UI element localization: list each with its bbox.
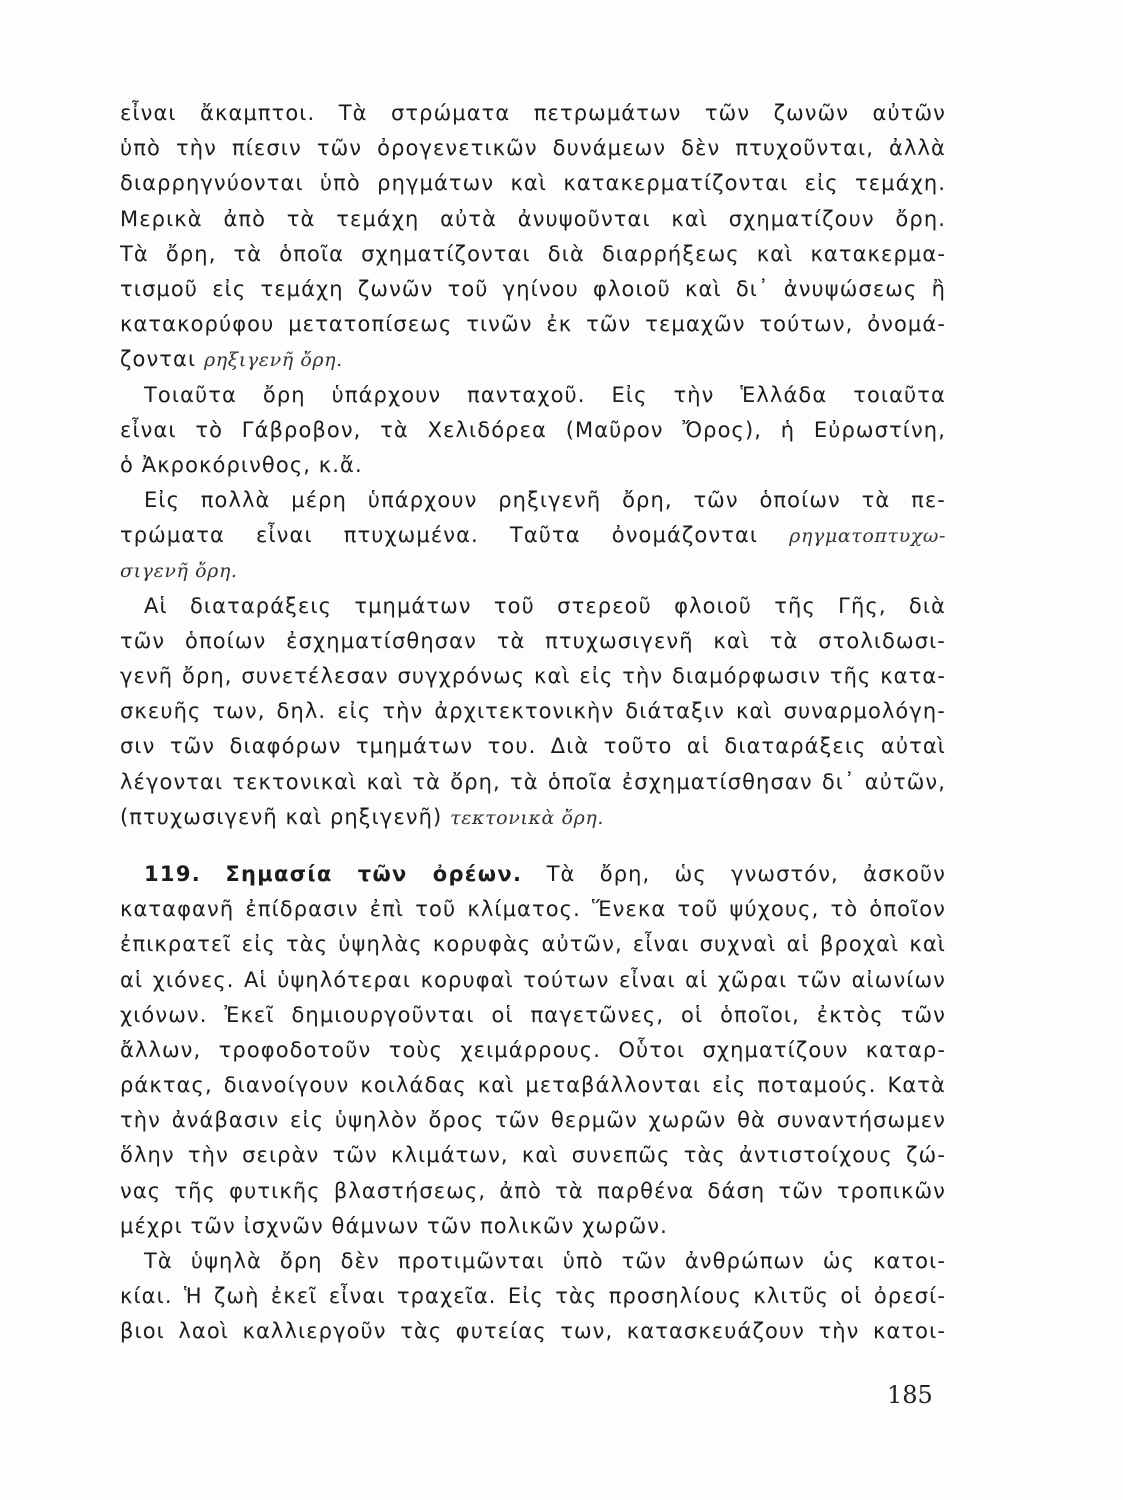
text-line: Εἰς πολλὰ μέρη ὑπάρχουν ρηξιγενῆ ὄρη, τῶν ὁποίων τὰ πε- [144, 488, 946, 513]
text-line: τὴν ἀνάβασιν εἰς ὑψηλὸν ὄρος τῶν θερμῶν χωρῶν θὰ συναντήσωμεν [120, 1108, 946, 1133]
text-line [120, 342, 946, 377]
text-fragment: (πτυχωσιγενῆ καὶ ρηξιγενῆ) [120, 804, 443, 829]
italic-term: ρηγματοπτυχω- [789, 525, 946, 548]
section-heading-line [120, 857, 946, 892]
text-line: γενῆ ὄρη, συνετέλεσαν συγχρόνως καὶ εἰς τὴν διαμόρφωσιν τῆς κατα- [120, 664, 946, 688]
section-119 [120, 857, 946, 1244]
text-line [120, 518, 946, 553]
paragraph [120, 378, 946, 484]
text-line: κίαι. Ἡ ζωὴ ἐκεῖ εἶναι τραχεῖα. Εἰς τὰς προσηλίους κλιτῦς οἱ ὀρεσί- [120, 1284, 946, 1309]
text-line: χιόνων. Ἐκεῖ δημιουργοῦνται οἱ παγετῶνες, οἱ ὁποῖοι, ἐκτὸς τῶν [120, 1002, 946, 1027]
text-line: εἶναι ἄκαμπτοι. Τὰ στρώματα πετρωμάτων τῶν ζωνῶν αὐτῶν [120, 101, 946, 125]
section-number: 119. [144, 861, 202, 886]
italic-term: τεκτονικὰ ὄρη. [450, 806, 604, 829]
text-line: ράκτας, διανοίγουν κοιλάδας καὶ μεταβάλλονται εἰς ποταμούς. Κατὰ [120, 1073, 946, 1098]
paragraph [120, 589, 946, 835]
text-line: αἱ χιόνες. Αἱ ὑψηλότεραι κορυφαὶ τούτων εἶναι αἱ χῶραι τῶν αἰωνίων [120, 967, 946, 992]
text-line: εἶναι τὸ Γάβροβον, τὰ Χελιδόρεα (Μαῦρον Ὄρος), ἡ Εὐρωστίνη, [120, 417, 946, 442]
body-text [120, 96, 946, 1350]
text-line: σκευῆς των, δηλ. εἰς τὴν ἀρχιτεκτονικὴν διάταξιν καὶ συναρμολόγη- [120, 699, 946, 724]
text-line: τῶν ὁποίων ἐσχηματίσθησαν τὰ πτυχωσιγενῆ καὶ τὰ στολιδωσι- [120, 628, 946, 653]
page-number: 185 [887, 1381, 933, 1409]
text-line: ὑπὸ τὴν πίεσιν τῶν ὀρογενετικῶν δυνάμεων δὲν πτυχοῦνται, ἀλλὰ [120, 136, 946, 161]
text-line: Αἱ διαταράξεις τμημάτων τοῦ στερεοῦ φλοιοῦ τῆς Γῆς, διὰ [144, 593, 946, 618]
text-line: Τὰ ὄρη, τὰ ὁποῖα σχηματίζονται διὰ διαρρήξεως καὶ κατακερμα- [120, 241, 946, 266]
text-fragment: τρώματα εἶναι πτυχωμένα. Ταῦτα ὀνομάζονται [120, 523, 759, 548]
section-gap [120, 835, 946, 857]
text-line: λέγονται τεκτονικαὶ καὶ τὰ ὄρη, τὰ ὁποῖα ἐσχηματίσθησαν δι᾽ αὐτῶν, [120, 769, 946, 794]
text-line: ὁ Ἀκροκόρινθος, κ.ἄ. [120, 452, 363, 477]
paragraph [120, 483, 946, 589]
text-line: ἐπικρατεῖ εἰς τὰς ὑψηλὰς κορυφὰς αὐτῶν, εἶναι συχναὶ αἱ βροχαὶ καὶ [120, 932, 946, 957]
text-fragment: Τὰ ὄρη, ὡς γνωστόν, ἀσκοῦν [546, 861, 946, 886]
text-line: τισμοῦ εἰς τεμάχη ζωνῶν τοῦ γηίνου φλοιοῦ καὶ δι᾽ ἀνυψώσεως ἢ [120, 276, 946, 301]
italic-term: σιγενῆ ὄρη. [120, 560, 238, 583]
text-line: ἄλλων, τροφοδοτοῦν τοὺς χειμάρρους. Οὗτοι σχηματίζουν καταρ- [120, 1037, 946, 1062]
italic-term: ρηξιγενῆ ὄρη. [203, 349, 343, 372]
section-title: Σημασία τῶν ὀρέων. [225, 861, 523, 886]
text-line: διαρρηγνύονται ὑπὸ ρηγμάτων καὶ κατακερματίζονται εἰς τεμάχη. [120, 171, 946, 196]
text-line [120, 800, 946, 835]
paragraph [120, 1244, 946, 1350]
paragraph [120, 96, 946, 378]
text-line: βιοι λαοὶ καλλιεργοῦν τὰς φυτείας των, κατασκευάζουν τὴν κατοι- [120, 1319, 946, 1344]
text-line: καταφανῆ ἐπίδρασιν ἐπὶ τοῦ κλίματος. Ἕνεκα τοῦ ψύχους, τὸ ὁποῖον [120, 897, 946, 922]
text-line: κατακορύφου μετατοπίσεως τινῶν ἐκ τῶν τεμαχῶν τούτων, ὀνομά- [120, 312, 946, 337]
text-fragment: ζονται [120, 347, 197, 372]
text-line: Μερικὰ ἀπὸ τὰ τεμάχη αὐτὰ ἀνυψοῦνται καὶ σχηματίζουν ὄρη. [120, 206, 946, 231]
text-line: μέχρι τῶν ἰσχνῶν θάμνων τῶν πολικῶν χωρῶν. [120, 1213, 668, 1238]
text-line: Τὰ ὑψηλὰ ὄρη δὲν προτιμῶνται ὑπὸ τῶν ἀνθρώπων ὡς κατοι- [144, 1249, 946, 1273]
text-line: ὅλην τὴν σειρὰν τῶν κλιμάτων, καὶ συνεπῶς τὰς ἀντιστοίχους ζώ- [120, 1143, 946, 1168]
text-line [120, 553, 946, 588]
text-line: σιν τῶν διαφόρων τμημάτων του. Διὰ τοῦτο αἱ διαταράξεις αὐταὶ [120, 734, 946, 759]
text-line: Τοιαῦτα ὄρη ὑπάρχουν πανταχοῦ. Εἰς τὴν Ἑλλάδα τοιαῦτα [144, 382, 946, 407]
text-line: νας τῆς φυτικῆς βλαστήσεως, ἀπὸ τὰ παρθένα δάση τῶν τροπικῶν [120, 1178, 946, 1203]
